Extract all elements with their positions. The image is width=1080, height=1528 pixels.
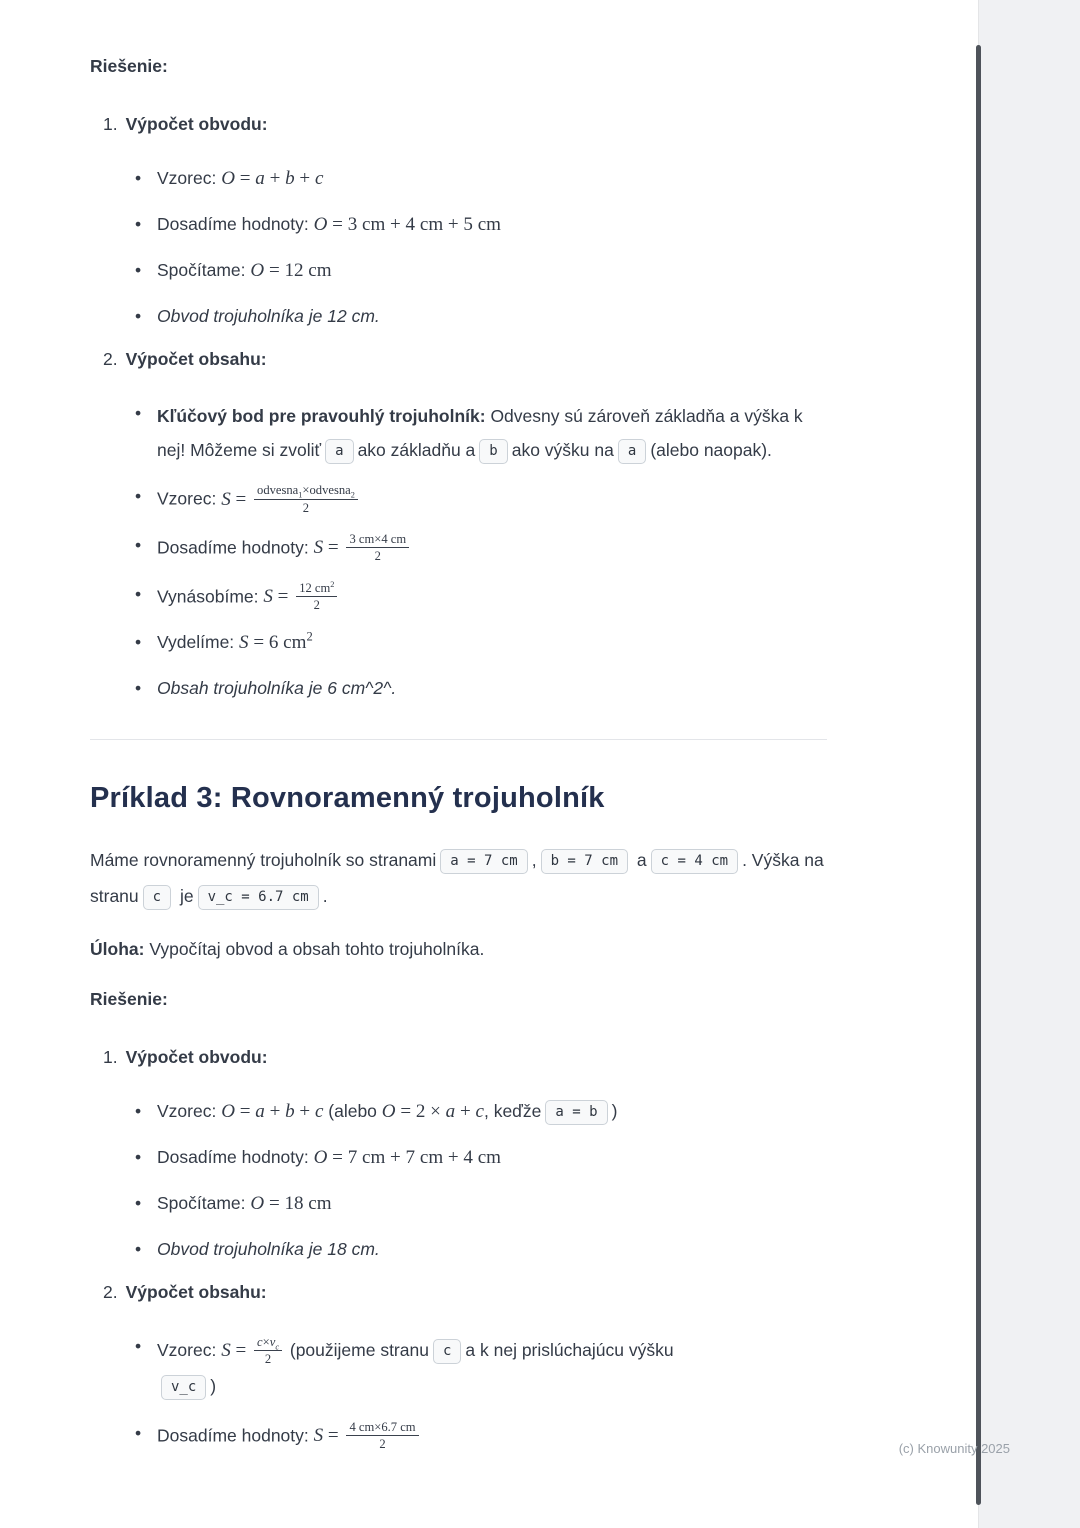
- text: Máme rovnoramenný trojuholník so stranami: [90, 850, 437, 871]
- text: Vzorec:: [157, 1101, 222, 1122]
- list-item: [135, 1235, 830, 1263]
- text: a: [632, 850, 647, 871]
- inline-code: a = b: [545, 1100, 607, 1125]
- text: ako základňu a: [357, 440, 476, 461]
- step-title: Výpočet obsahu:: [125, 349, 267, 370]
- text: Dosadíme hodnoty:: [157, 213, 314, 234]
- step-item: [103, 1278, 830, 1306]
- text: Vzorec:: [157, 488, 222, 509]
- example-heading: Príklad 3: Rovnoramenný trojuholník: [90, 781, 605, 814]
- task-line: [90, 935, 830, 963]
- list-item: [135, 1332, 830, 1403]
- list-item: [135, 210, 830, 241]
- list-item: [135, 256, 830, 287]
- inline-code: a = 7 cm: [440, 849, 527, 874]
- list-item-text: [157, 482, 830, 516]
- text: Vzorec:: [157, 1340, 222, 1361]
- inline-code: c: [143, 885, 171, 910]
- list-item-text: [157, 210, 830, 241]
- text: Odvesny sú zároveň základňa a výška k nej! Môžeme si zvoliť: [157, 406, 803, 461]
- list-item: [135, 1143, 830, 1174]
- text: (alebo naopak).: [650, 440, 772, 461]
- math-expression: O = a + b + c: [221, 168, 324, 189]
- step-number: 2.: [103, 1282, 118, 1303]
- text: a k nej prislúchajúcu výšku: [465, 1340, 674, 1361]
- math-expression: S = $\frac{odvesna_1\times odvesna_2}{2}$: [221, 489, 361, 510]
- bullet-icon: •: [135, 1147, 142, 1168]
- math-expression: O = 12 cm: [250, 259, 332, 281]
- watermark: (c) Knowunity 2025: [898, 1441, 1010, 1456]
- key-point-label: Kľúčový bod pre pravouhlý trojuholník:: [157, 406, 486, 427]
- list-item-text: [157, 1419, 830, 1453]
- list-item: [135, 164, 830, 195]
- step-title: Výpočet obvodu:: [125, 1047, 268, 1068]
- solution-label: Riešenie:: [90, 989, 168, 1010]
- text: Dosadíme hodnoty:: [157, 1147, 314, 1168]
- text: Dosadíme hodnoty:: [157, 537, 314, 558]
- inline-code: a: [325, 439, 353, 464]
- ordered-list: [103, 110, 830, 703]
- list-item-text: [157, 256, 830, 287]
- inline-code: v_c = 6.7 cm: [198, 885, 319, 910]
- result-note: Obvod trojuholníka je 12 cm.: [157, 305, 380, 326]
- list-item-text: [157, 164, 830, 195]
- step-number: 1.: [103, 1047, 118, 1068]
- text: Dosadíme hodnoty:: [157, 1424, 314, 1445]
- bullet-list: [135, 399, 830, 703]
- bullet-list: [135, 1332, 830, 1452]
- list-item: [135, 1419, 830, 1453]
- task-label: Úloha:: [90, 939, 145, 960]
- bullet-icon: •: [135, 632, 142, 653]
- math-expression: O = 2 × a + c: [381, 1101, 484, 1123]
- list-item: [135, 580, 830, 614]
- list-item-text: [157, 1189, 830, 1220]
- text: (alebo: [323, 1101, 382, 1122]
- list-item-text: [157, 302, 830, 330]
- bullet-icon: •: [135, 1238, 142, 1259]
- bullet-icon: •: [135, 535, 142, 556]
- paragraph: [90, 843, 830, 915]
- text: Vynásobíme:: [157, 586, 264, 607]
- list-item: [135, 531, 830, 565]
- document-page: [90, 0, 830, 1452]
- list-item-text: [157, 1235, 830, 1263]
- inline-code: c: [433, 1339, 461, 1364]
- step-item: [103, 1043, 830, 1071]
- text: Spočítame:: [157, 259, 251, 280]
- step-item: [103, 110, 830, 138]
- text: (použijeme stranu: [285, 1340, 429, 1361]
- list-item: [135, 482, 830, 516]
- list-item-text: [157, 399, 830, 467]
- text: ): [611, 1101, 618, 1122]
- math-expression: O = 7 cm + 7 cm + 4 cm: [313, 1147, 502, 1169]
- list-item-text: [157, 674, 830, 702]
- text: ,: [531, 850, 537, 871]
- math-expression: S = $\frac{12 cm^2}{2}$: [263, 586, 340, 607]
- text: ako výšku na: [511, 440, 614, 461]
- bullet-icon: •: [135, 1422, 142, 1443]
- step-number: 2.: [103, 349, 118, 370]
- list-item-text: [157, 628, 830, 659]
- list-item-text: [157, 531, 830, 565]
- list-item: [135, 1189, 830, 1220]
- text: Vzorec:: [157, 168, 222, 188]
- text: Spočítame:: [157, 1192, 251, 1213]
- list-item: [135, 674, 830, 702]
- bullet-icon: •: [135, 486, 142, 507]
- list-item: [135, 1097, 830, 1128]
- list-item-text: [157, 580, 830, 614]
- math-expression: S = 6 $cm^2$: [239, 630, 313, 654]
- list-item: [135, 628, 830, 659]
- step-title: Výpočet obvodu:: [125, 114, 268, 134]
- inline-code: b: [479, 439, 507, 464]
- list-item: [135, 302, 830, 330]
- math-expression: S = $\frac{3 cm\times 4 cm}{2}$: [314, 537, 413, 558]
- list-item-text: [157, 1097, 830, 1128]
- bullet-icon: •: [135, 1192, 142, 1213]
- bullet-list: [135, 1097, 830, 1263]
- math-expression: O = 18 cm: [250, 1192, 332, 1214]
- text: Vydelíme:: [157, 632, 240, 653]
- text: . Výška na stranu: [90, 850, 824, 907]
- inline-code: b = 7 cm: [541, 849, 628, 874]
- scrollbar-thumb[interactable]: [976, 45, 981, 1505]
- text: ): [210, 1376, 217, 1397]
- text: .: [322, 886, 328, 907]
- solution-label: Riešenie:: [90, 56, 168, 76]
- inline-code: v_c: [161, 1375, 206, 1400]
- ordered-list: [103, 1043, 830, 1452]
- inline-code: a: [618, 439, 646, 464]
- math-expression: O = 3 cm + 4 cm + 5 cm: [313, 213, 502, 235]
- math-expression: S = $\frac{4 cm\times 6.7 cm}{2}$: [314, 1425, 422, 1446]
- bullet-icon: •: [135, 1101, 142, 1122]
- bullet-icon: •: [135, 168, 142, 188]
- bullet-icon: •: [135, 305, 142, 326]
- list-item-text: [157, 1332, 830, 1403]
- bullet-list: [135, 164, 830, 330]
- section-divider: [90, 739, 827, 740]
- text: , keďže: [483, 1101, 542, 1122]
- bullet-icon: •: [135, 213, 142, 234]
- bullet-icon: •: [135, 583, 142, 604]
- step-number: 1.: [103, 114, 118, 134]
- step-item: [103, 345, 830, 373]
- list-item: [135, 399, 830, 467]
- step-title: Výpočet obsahu:: [125, 1282, 267, 1303]
- list-item-text: [157, 1143, 830, 1174]
- result-note: Obvod trojuholníka je 18 cm.: [157, 1238, 380, 1259]
- bullet-icon: •: [135, 259, 142, 280]
- math-expression: S = $\frac{c\times v_c}{2}$: [221, 1340, 285, 1361]
- text: Vypočítaj obvod a obsah tohto trojuholníka.: [144, 939, 485, 960]
- inline-code: c = 4 cm: [651, 849, 738, 874]
- bullet-icon: •: [135, 1336, 142, 1357]
- bullet-icon: •: [135, 678, 142, 699]
- bullet-icon: •: [135, 403, 142, 424]
- scrollbar-track[interactable]: [978, 0, 1080, 1528]
- math-expression: O = a + b + c: [221, 1101, 324, 1123]
- text: je: [175, 886, 194, 907]
- result-note: Obsah trojuholníka je 6 cm^2^.: [157, 678, 397, 699]
